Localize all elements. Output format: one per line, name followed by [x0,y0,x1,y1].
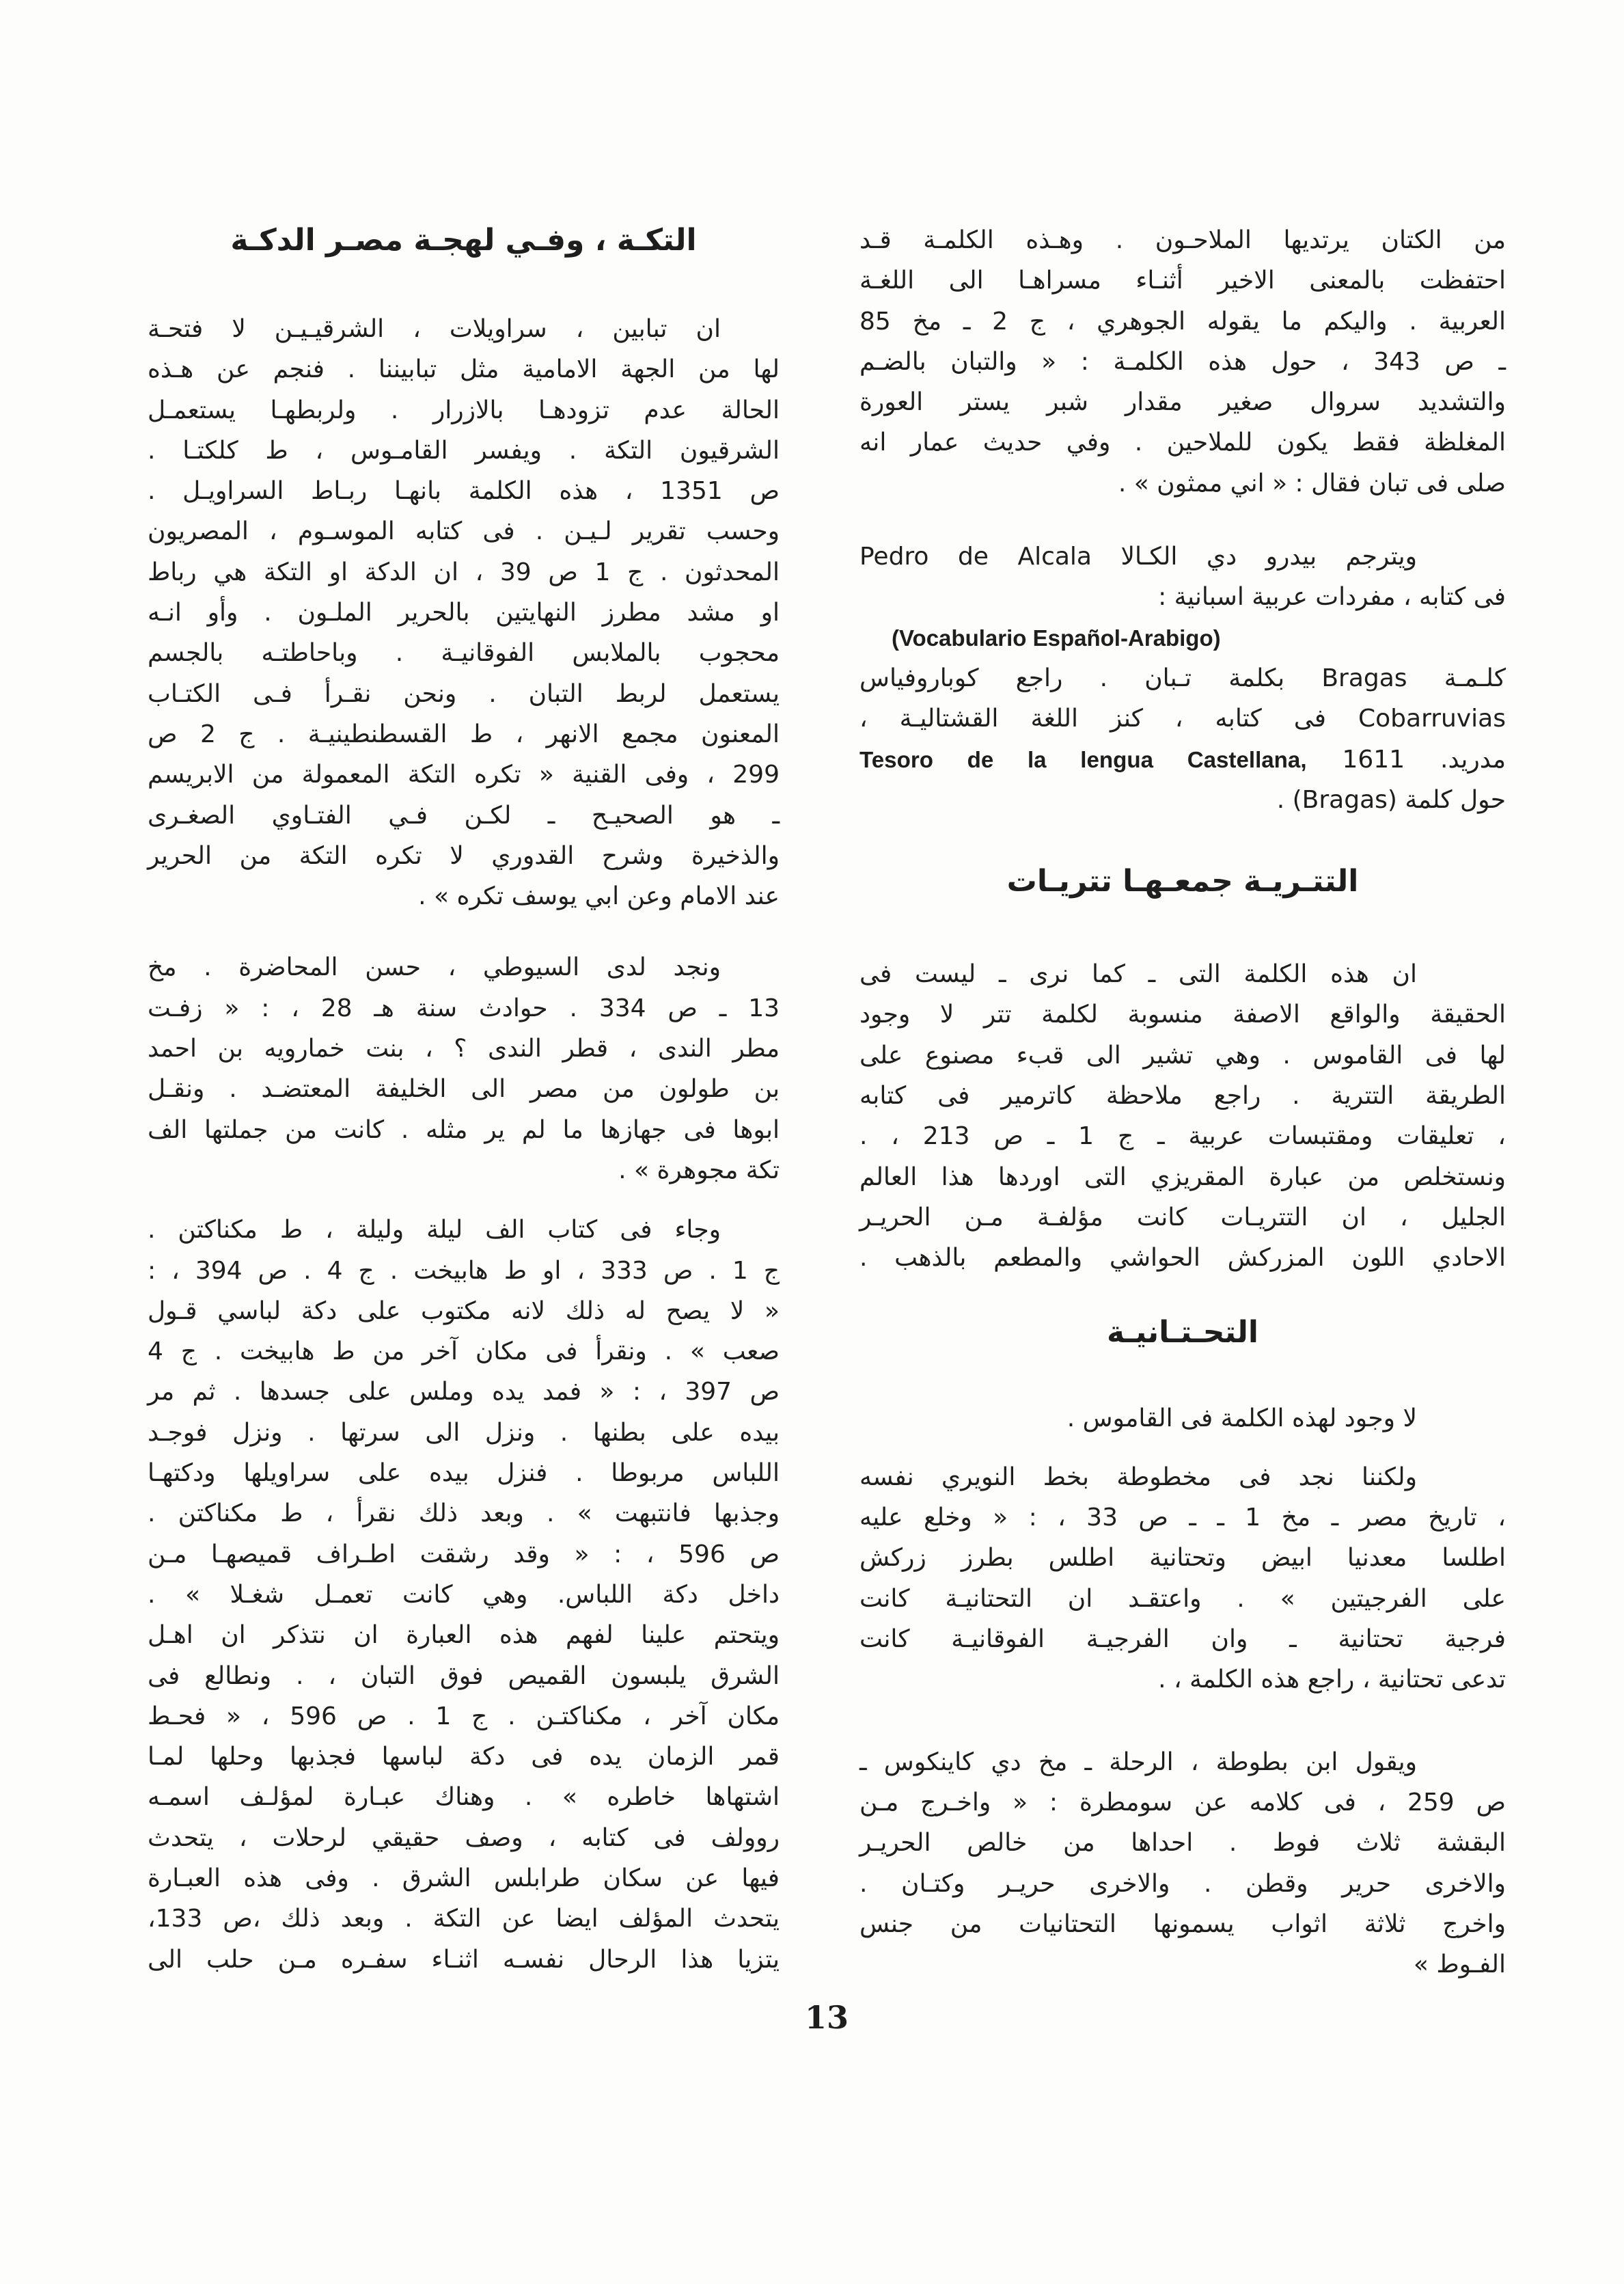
text-line: صلى فى تبان فقال : « اني ممثون » . [1118,469,1506,498]
text-line: محجوب بالملابس الفوقانيـة . وباحاطتـه بالجسم [148,639,780,668]
text-line: او مشد مطرز النهايتين بالحرير الملـون . وأو انـه [148,599,780,627]
text-line: تكة مجوهرة » . [618,1156,780,1184]
text-line: ، تاريخ مصر ـ مخ 1 ـ ـ ص 33 ، : « وخلع عليه [859,1504,1506,1532]
text-line: بيده على بطنها . ونزل الى سرتها . ونزل فوجـد [148,1418,780,1447]
text-line: داخل دكة اللباس. وهي كانت تعمـل شغـلا » . [148,1580,780,1609]
text-line: اللباس مربوطا . فنزل بيده على سراويلها ودكتهـا [148,1459,780,1488]
text-line: فيها عن سكان طرابلس الشرق . وفى هذه العبـارة [148,1864,780,1892]
right-column [859,220,1506,1985]
text-line: لها فى القاموس . وهي تشير الى قبء مصنوع على [859,1041,1506,1070]
text-line: المغلظة فقط يكون للملاحين . وفي حديث عمار انه [859,429,1506,457]
text-line: Cobarruvias فى كتابه ، كنز اللغة القشتاليـة ، [859,705,1506,733]
text-line: ص 1351 ، هذه الكلمة بانهـا ربـاط السراويـل . [148,477,780,506]
text-line: ولكننا نجد فى مخطوطة بخط النويري نفسه [859,1463,1417,1491]
text-line: حول كلمة (Bragas) . [1276,785,1506,814]
paragraph [859,1457,1506,1700]
page-number: 13 [804,1999,849,2036]
section-heading: التتـريـة جمعـهـا تتريـات [1006,864,1359,899]
paragraph [859,536,1506,820]
text-line: بن طولون من مصر الى الخليفة المعتضـد . ونقـل [148,1075,780,1104]
text-line: ـ هو الصحيـح ـ لكـن فـي الفتـاوي الصغـرى [148,801,780,830]
text-line: والاخرى حرير وقطن . والاخرى حريـر وكتـان . [859,1869,1506,1898]
text-line: تدعى تحتانية ، راجع هذه الكلمة ، . [1158,1666,1506,1694]
paragraph [148,309,780,916]
text-line: الفـوط » [1413,1950,1506,1979]
text-line: الحقيقة والواقع الاصفة منسوبة لكلمة تتر لا وجود [859,1001,1506,1029]
paragraph [859,220,1506,504]
text-line: ويتحتم علينا لفهم هذه العبارة ان نتذكر ان اهـل [148,1621,780,1650]
text-line: لا وجود لهذه الكلمة فى القاموس . [1066,1404,1417,1432]
paragraph [859,1742,1506,1985]
text-line: وحسب تقرير لـيـن . فى كتابه الموسـوم ، المصريون [148,517,780,546]
section-heading: التكـة ، وفـي لهجـة مصـر الدكـة [230,223,697,258]
text-line: الطريقة التترية . راجع ملاحظة كاترمير فى كتابه [859,1082,1506,1111]
text-line: الشرق يلبسون القميص فوق التبان ، . ونطالع فى [148,1661,780,1690]
text-line: ان تبابين ، سراويلات ، الشرقيـيـن لا فتحـة [148,315,721,343]
text-line: من الكتان يرتديها الملاحـون . وهـذه الكلمـة قـد [859,226,1506,254]
text-line: ، تعليقات ومقتبسات عربية ـ ج 1 ـ ص 213 ، . [859,1122,1506,1151]
text-line: احتفظت بالمعنى الاخير أثنـاء مسراهـا الى اللغـة [859,267,1506,295]
text-line [859,739,1506,780]
text-line: صعب » . ونقرأ فى مكان آخر من ط هابيخت . ج 4 [148,1337,780,1366]
text-line: والتشديد سروال صغير مقدار شبر يستر العورة [859,388,1506,417]
text-line: واخرج ثلاثة اثواب يسمونها التحتانيات من جنس [859,1909,1506,1938]
text-line: على الفرجيتين » . واعتقـد ان التحتانيـة كانت [859,1584,1506,1613]
vocabulario-title: (Vocabulario Español-Arabigo) [892,625,1221,651]
text-fragment: مدريد. 1611 [1342,745,1506,774]
paragraph [148,947,780,1191]
text-line: ابوها فى جهازها ما لم ير مثله . كانت من جملتها الف [148,1115,780,1144]
text-line: الشرقيون التكة . ويفسر القامـوس ، ط كلكتـا . [148,436,780,465]
text-line: ان هذه الكلمة التى ـ كما نرى ـ ليست فى [859,960,1417,989]
text-line: يستعمل لربط التبان . ونحن نقـرأ فـى الكتـاب [148,679,780,708]
text-line: لها من الجهة الامامية مثل تبابيننا . فنجم عن هـذه [148,355,780,384]
text-line: المحدثون . ج 1 ص 39 ، ان الدكة او التكة هي رباط [148,558,780,586]
text-line: كلـمـة Bragas بكلمة تـبان . راجع كوباروفياس [859,664,1506,692]
text-line: المعنون مجمع الانهر ، ط القسطنطينيـة . ج 2 ص [148,720,780,748]
text-line: وجاء فى كتاب الف ليلة وليلة ، ط مكناكتن . [148,1216,721,1245]
left-column [148,210,780,1980]
text-line: العربية . واليكم ما يقوله الجوهري ، ج 2 ـ مخ 85 [859,307,1506,336]
text-line: فرجية تحتانية ـ وان الفرجيـة الفوقانيـة كانت [859,1625,1506,1654]
text-line: مطر الندى ، قطر الندى ؟ ، بنت خمارويه بن احمد [148,1035,780,1063]
text-line: ونستخلص من عبارة المقريزي التى اوردها هذا العالم [859,1163,1506,1191]
text-line: يتزيا هذا الرحال نفسـه اثنـاء سفـره مـن حلب الى [148,1945,780,1974]
text-line: ويترجم بيدرو دي الكـالا Pedro de Alcala [859,543,1417,571]
text-line: مكان آخر ، مكناكتـن . ج 1 . ص 596 ، « فحـط [148,1702,780,1730]
section-heading: التحـتـانيـة [1106,1314,1259,1350]
text-line: اطلسا معدنيا ابيض وتحتانية اطلس بطرز زركش [859,1544,1506,1573]
text-line: عند الامام وعن ابي يوسف تكره » . [418,882,780,911]
text-line: ويقول ابن بطوطة ، الرحلة ـ مخ دي كاينكوس ـ [859,1748,1417,1776]
tesoro-title: Tesoro de la lengua Castellana, [859,747,1307,773]
text-line: فى كتابه ، مفردات عربية اسبانية : [1158,583,1506,612]
paragraph [148,1210,780,1980]
paragraph [859,954,1506,1278]
text-line: 299 ، وفى القنية « تكره التكة المعمولة من الابريسم [148,761,780,789]
text-line: يتحدث المؤلف ايضا عن التكة . وبعد ذلك ،ص 133، [148,1905,780,1933]
text-line: ص 397 ، : « فمد يده وملس على جسدها . ثم مر [148,1378,780,1406]
text-line: الجليل ، ان التتريـات كانت مؤلفـة مـن الحريـر [859,1203,1506,1232]
text-line: ج 1 . ص 333 ، او ط هابيخت . ج 4 . ص 394 ، : [148,1256,780,1285]
text-line: البقشة ثلاث فوط . احداها من خالص الحريـر [859,1829,1506,1858]
text-line: 13 ـ ص 334 . حوادث سنة هـ 28 ، : « زفـت [148,994,780,1022]
text-line: ص 596 ، : « وقد رشقت اطـراف قميصهـا مـن [148,1540,780,1568]
text-line: ص 259 ، فى كلامه عن سومطرة : « واخـرج مـن [859,1788,1506,1817]
text-line: ونجد لدى السيوطي ، حسن المحاضرة . مخ [148,953,721,982]
text-line: ـ ص 343 ، حول هذه الكلمـة : « والتبان بالضـم [859,347,1506,376]
text-line: والذخيرة وشرح القدوري لا تكره التكة من الحرير [148,841,780,870]
text-line: الاحادي اللون المزركش الحواشي والمطعم بالذهب . [859,1244,1506,1273]
text-line: قمر الزمان يده فى دكة لباسها فجذبها وحلها لمـا [148,1743,780,1771]
text-line: اشتهاها خاطره » . وهناك عبـارة لمؤلـف اسمـه [148,1783,780,1812]
text-line: « لا يصح له ذلك لانه مكتوب على دكة لباسي قـول [148,1296,780,1325]
paragraph [859,1398,1506,1439]
text-line: الحالة عدم تزودهـا بالازرار . ولربطهـا يستعمـل [148,396,780,424]
text-line: روولف فى كتابه ، وصف حقيقي لرحلات ، يتحدث [148,1823,780,1852]
text-line: وجذبها فانتبهت » . وبعد ذلك نقرأ ، ط مكناكتن . [148,1499,780,1528]
